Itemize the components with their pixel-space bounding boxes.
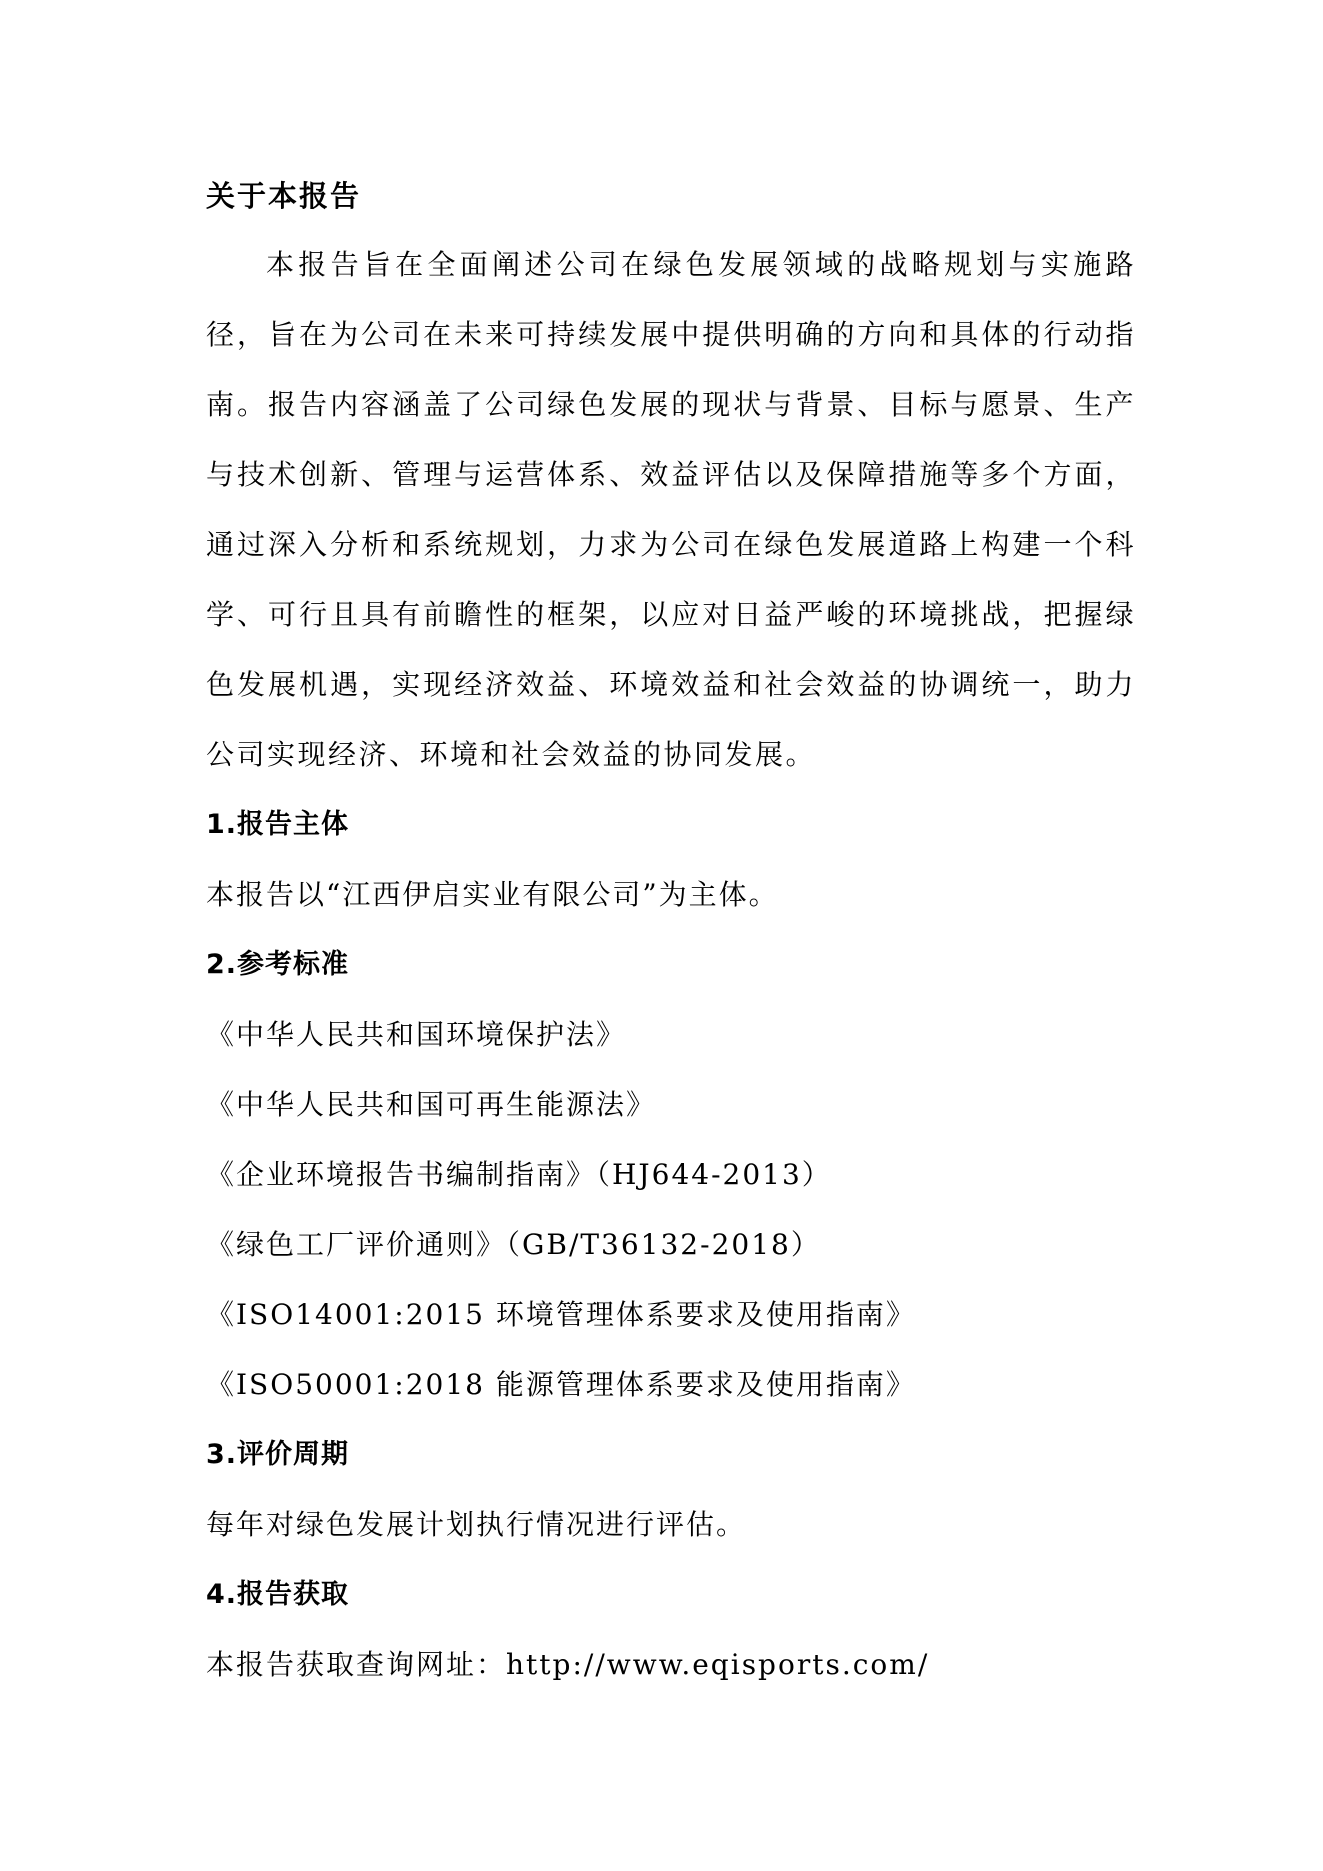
- report-url-text: 本报告获取查询网址：http://www.eqisports.com/: [206, 1648, 930, 1681]
- standard-item: 《中华人民共和国可再生能源法》: [206, 1088, 657, 1121]
- standard-item: 《企业环境报告书编制指南》（HJ644-2013）: [206, 1158, 832, 1191]
- section-report-subject: [206, 790, 1136, 930]
- document-body: [206, 170, 1136, 1700]
- standard-item: 《绿色工厂评价通则》（GB/T36132-2018）: [206, 1228, 821, 1261]
- page-title: 关于本报告: [206, 179, 362, 213]
- section-text: 每年对绿色发展计划执行情况进行评估。: [206, 1508, 747, 1541]
- section-report-access: [206, 1560, 1136, 1700]
- standard-item: 《ISO50001:2018 能源管理体系要求及使用指南》: [206, 1368, 916, 1401]
- intro-paragraph: 本报告旨在全面阐述公司在绿色发展领域的战略规划与实施路径，旨在为公司在未来可持续发展中提供明确的方向和具体的行动指南。报告内容涵盖了公司绿色发展的现状与背景、目标与愿景、生产与技术创新、管理与运营体系、效益评估以及保障措施等多个方面，通过深入分析和系统规划，力求为公司在绿色发展道路上构建一个科学、可行且具有前瞻性的框架，以应对日益严峻的环境挑战，把握绿色发展机遇，实现经济效益、环境效益和社会效益的协调统一，助力公司实现经济、环境和社会效益的协同发展。: [206, 248, 1136, 771]
- section-heading: 1.报告主体: [206, 809, 350, 840]
- standard-item: 《ISO14001:2015 环境管理体系要求及使用指南》: [206, 1298, 916, 1331]
- section-heading: 2.参考标准: [206, 949, 350, 980]
- section-text: 本报告以“江西伊启实业有限公司”为主体。: [206, 878, 779, 911]
- section-reference-standards: [206, 930, 1136, 1420]
- section-heading: 3.评价周期: [206, 1439, 350, 1470]
- section-heading: 4.报告获取: [206, 1579, 350, 1610]
- standard-item: 《中华人民共和国环境保护法》: [206, 1018, 627, 1051]
- section-evaluation-cycle: [206, 1420, 1136, 1560]
